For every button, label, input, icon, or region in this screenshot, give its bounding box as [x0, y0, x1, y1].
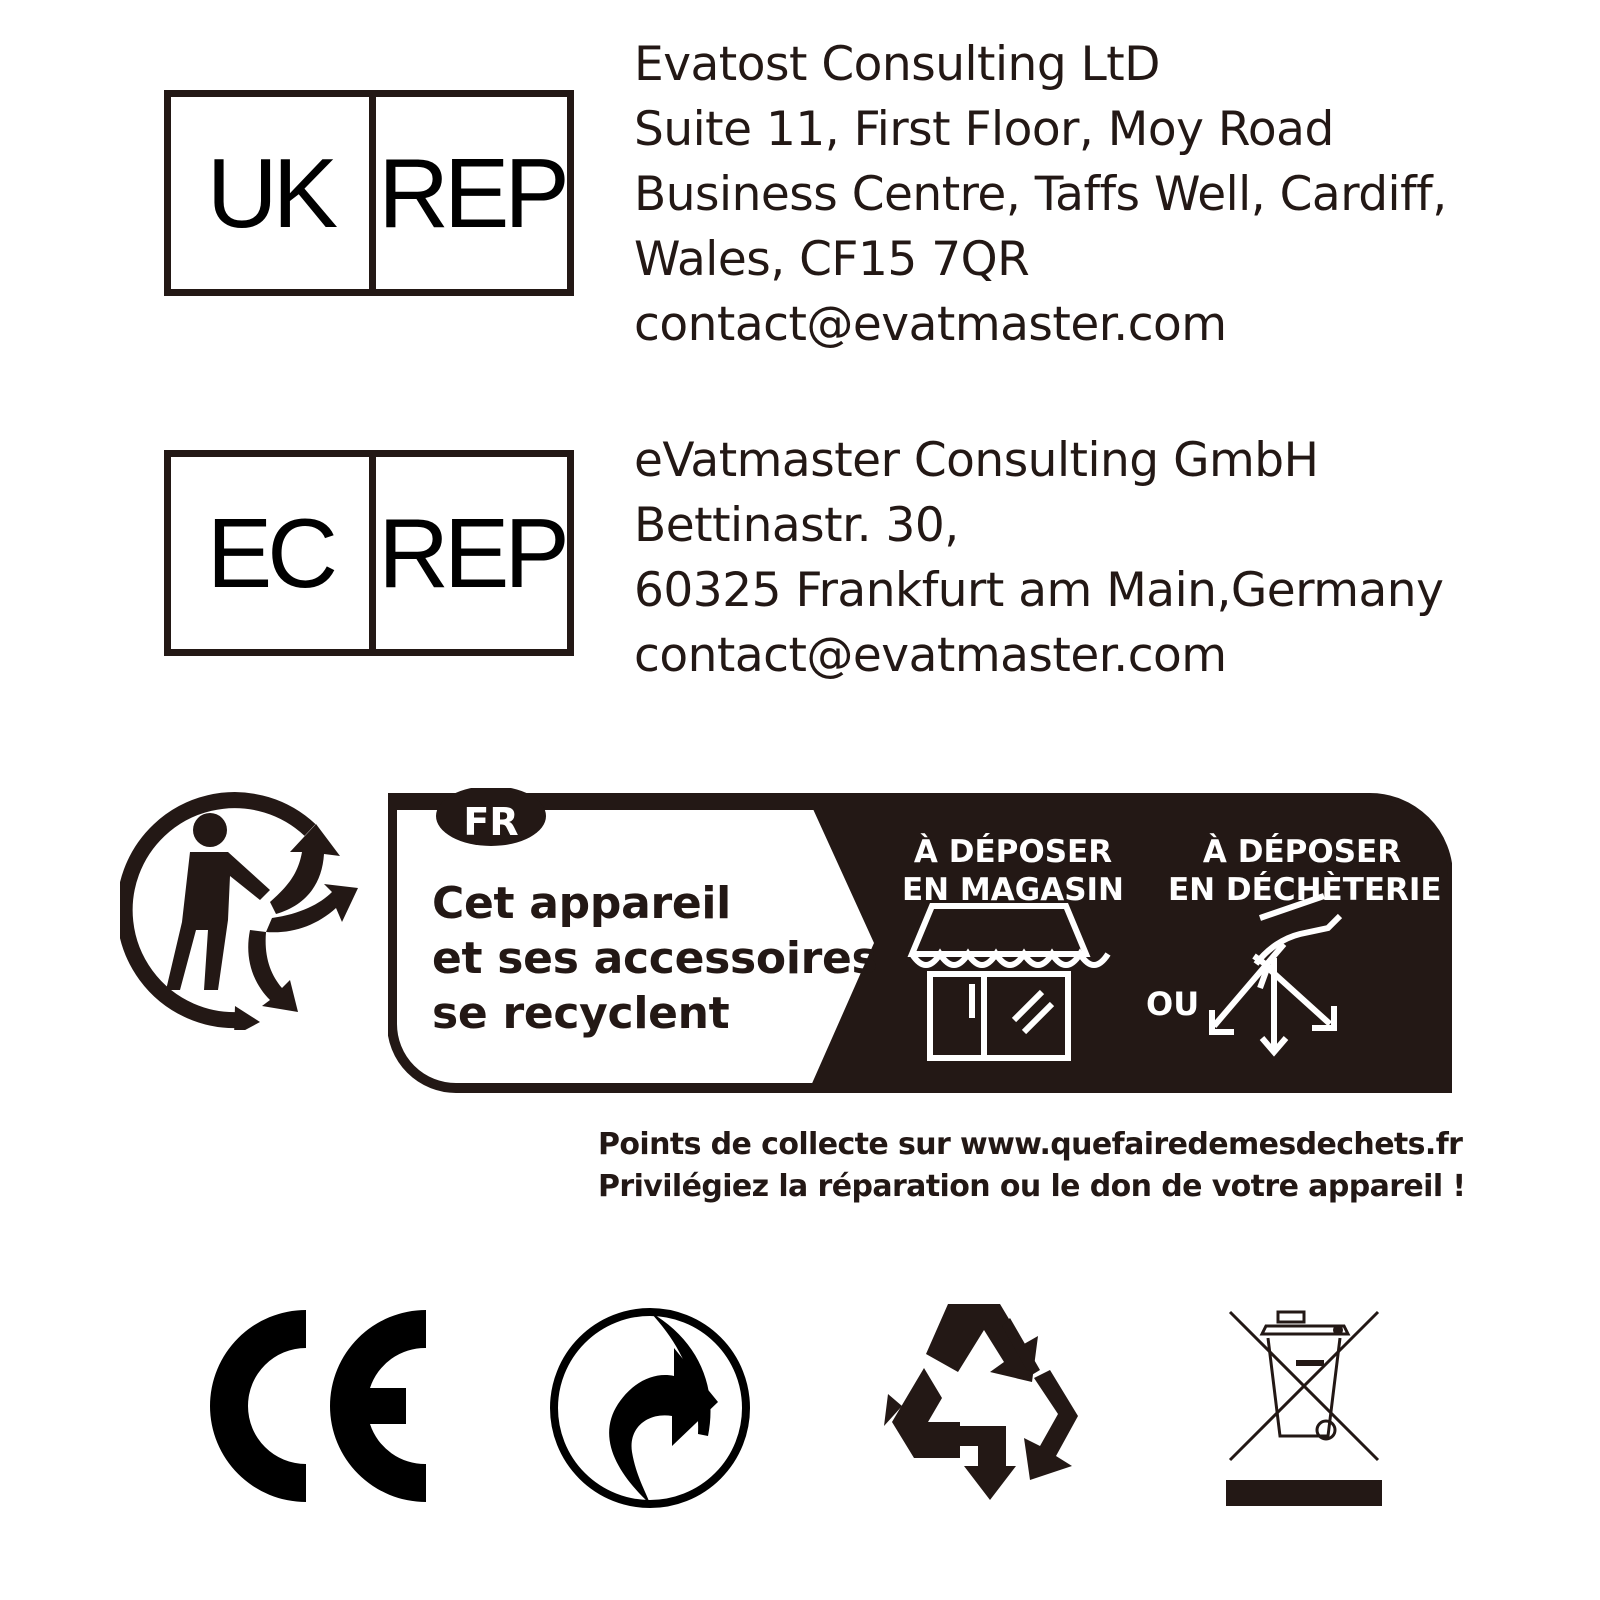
option-dump-label: [1168, 833, 1442, 909]
option-store-label: [900, 833, 1126, 909]
statement-line: Cet appareil: [432, 878, 731, 929]
statement-line: et ses accessoires: [432, 933, 878, 984]
option-store-line: EN MAGASIN: [902, 872, 1124, 908]
recycle-icon: [884, 1298, 1090, 1506]
option-store-line: À DÉPOSER: [913, 834, 1113, 870]
collection-footer: [598, 1124, 1465, 1208]
fr-badge: FR: [463, 800, 519, 844]
uk-rep-email: contact@evatmaster.com: [634, 297, 1227, 352]
uk-rep-symbol: [164, 90, 574, 296]
uk-rep-left-label: UK: [171, 97, 376, 289]
ce-mark-icon: [206, 1306, 434, 1506]
uk-rep-address-line: Wales, CF15 7QR: [634, 232, 1030, 287]
uk-rep-address-line: Suite 11, First Floor, Moy Road: [634, 102, 1334, 157]
option-dump-line: EN DÉCHÈTERIE: [1168, 872, 1442, 908]
weee-crossed-bin-icon: [1226, 1304, 1386, 1510]
uk-rep-address-line: Business Centre, Taffs Well, Cardiff,: [634, 167, 1447, 222]
ec-rep-address: [634, 428, 1443, 688]
recycling-statement: [432, 876, 877, 1041]
ec-rep-left-label: EC: [171, 457, 376, 649]
triman-icon: [120, 790, 360, 1030]
uk-rep-company: Evatost Consulting LtD: [634, 37, 1160, 92]
repair-line: Privilégiez la réparation ou le don de votre appareil !: [598, 1169, 1466, 1204]
ec-rep-right-label: REP: [378, 497, 565, 608]
uk-rep-right-label: REP: [378, 137, 565, 248]
ec-rep-company: eVatmaster Consulting GmbH: [634, 433, 1319, 488]
option-separator: OU: [1146, 985, 1200, 1023]
option-dump-line: À DÉPOSER: [1202, 834, 1402, 870]
green-dot-icon: [548, 1306, 752, 1510]
ec-rep-symbol: [164, 450, 574, 656]
collection-line: Points de collecte sur www.quefairedemesdechets.fr: [598, 1127, 1463, 1162]
ec-rep-address-line: Bettinastr. 30,: [634, 498, 959, 553]
ec-rep-email: contact@evatmaster.com: [634, 628, 1227, 683]
statement-line: se recyclent: [432, 988, 730, 1039]
ec-rep-address-line: 60325 Frankfurt am Main,Germany: [634, 563, 1444, 618]
uk-rep-address: [634, 32, 1447, 357]
